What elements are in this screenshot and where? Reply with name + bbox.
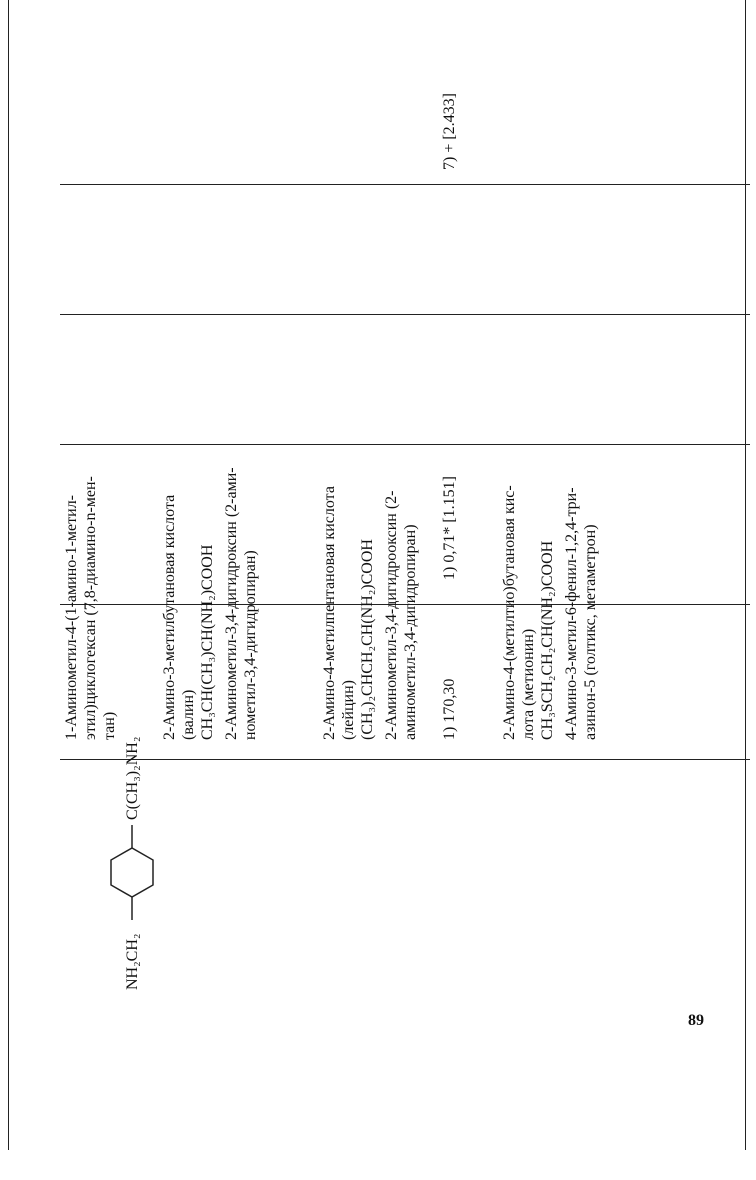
- table-top-rule: [745, 0, 746, 1150]
- row7-name-1: 4-Амино-3-метил-6-фенил-1,2,4-три-: [563, 487, 580, 740]
- row2-name-1: 2-Амино-3-метилбутановая кислота: [161, 494, 178, 740]
- row4-name-3: (CH₃)₂CHCH₂CH(NH₂)COOH: [359, 539, 376, 740]
- row6-name-2: лота (метионин): [520, 628, 537, 740]
- row1-name-1: 1-Аминометил-4-(1-амино-1-метил-: [63, 494, 80, 740]
- row1-struct-right: C(CH₃)₂NH₂: [124, 736, 141, 820]
- col-sep-4: [60, 314, 750, 315]
- page-number: 89: [688, 1012, 704, 1029]
- row7-name-2: азинон-5 (голтикс, метаметрон): [582, 524, 599, 740]
- row3-name-2: нометил-3,4-дигидропиран): [242, 550, 259, 740]
- row1-col3: 1) 0,71* [1.151]: [441, 476, 458, 580]
- row1-name-2: этил)циклогексан (7,8-диамино-n-мен-: [82, 476, 99, 740]
- table-bottom-rule: [8, 0, 9, 1150]
- row1-col6: 7) + [2.433]: [441, 92, 458, 170]
- row1-name-3: тан): [101, 711, 118, 740]
- row6-name-3: CH₃SCH₂CH₂CH(NH₂)COOH: [539, 540, 556, 740]
- row2-name-3: CH₃CH(CH₃)CH(NH₂)COOH: [199, 544, 216, 740]
- col-sep-3: [60, 444, 750, 445]
- col-sep-5: [60, 184, 750, 185]
- row4-name-1: 2-Амино-4-метилпентановая кислота: [321, 486, 338, 740]
- col-sep-1: [60, 759, 750, 760]
- row5-name-2: аминометил-3,4-дигидропиран): [402, 524, 419, 740]
- row4-name-2: (лейцин): [340, 680, 357, 740]
- row2-name-2: (валин): [180, 689, 197, 740]
- row3-name-1: 2-Аминометил-3,4-дигидроксин (2-ами-: [223, 467, 240, 740]
- row5-name-1: 2-Аминометил-3,4-дигидрооксин (2-: [383, 490, 400, 740]
- row1-struct-left: NH₂CH₂: [124, 933, 141, 990]
- row6-name-1: 2-Амино-4-(метилтио)бутановая кис-: [501, 485, 518, 740]
- row1-col2: 1) 170,30: [441, 678, 458, 740]
